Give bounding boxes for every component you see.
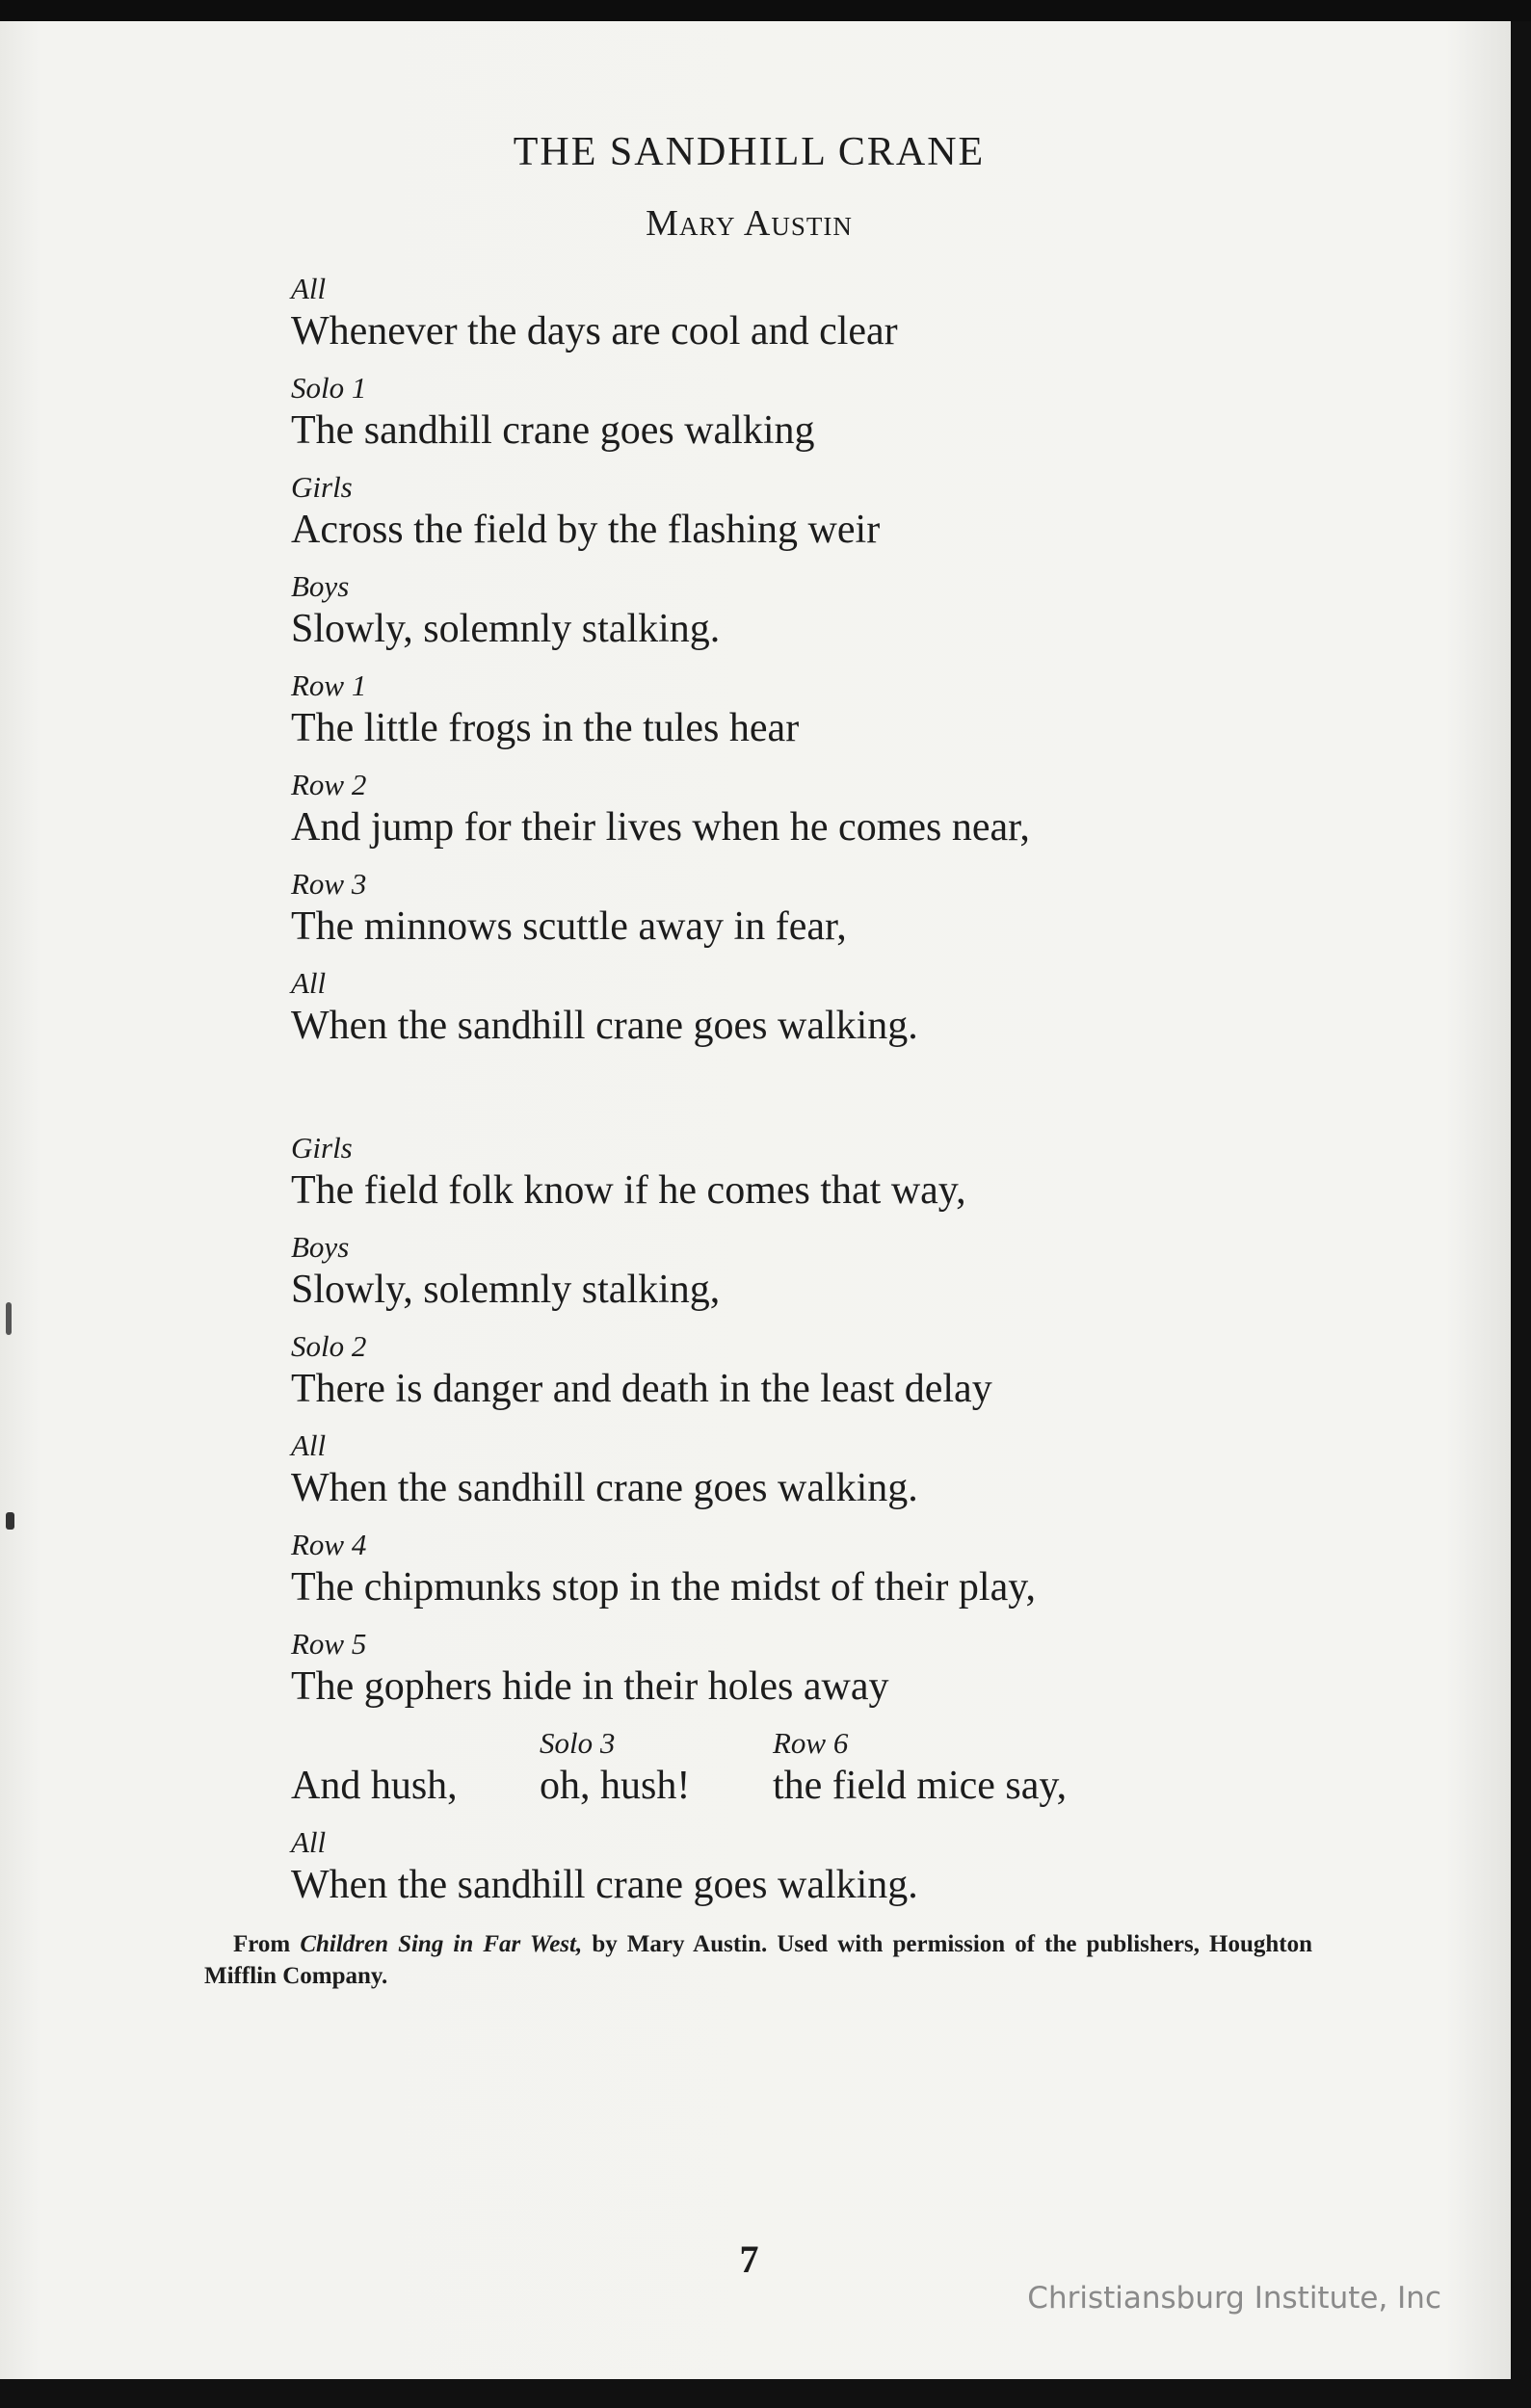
speaker-cue: All — [291, 1428, 327, 1462]
speaker-cue: Row 1 — [291, 668, 367, 702]
verse-fragment: the field mice say, — [773, 1764, 1068, 1808]
verse-line: When the sandhill crane goes walking. — [291, 1004, 918, 1048]
verse-line: The field folk know if he comes that way, — [291, 1168, 966, 1213]
speaker-cue: Boys — [291, 1230, 350, 1264]
verse-line: The sandhill crane goes walking — [291, 408, 815, 453]
verse-line: The chipmunks stop in the midst of their play, — [291, 1565, 1037, 1610]
binding-mark — [6, 1302, 12, 1335]
watermark: Christiansburg Institute, Inc — [1027, 2281, 1441, 2316]
verse-line: The gophers hide in their holes away — [291, 1664, 889, 1709]
footnote-prefix: From — [233, 1931, 301, 1957]
speaker-cue: Solo 3 — [540, 1726, 616, 1760]
stanza-1 — [291, 270, 1030, 1049]
speaker-cue: Girls — [291, 470, 353, 504]
verse-line: And jump for their lives when he comes near, — [291, 805, 1030, 850]
verse-line: Across the field by the flashing weir — [291, 508, 881, 552]
speaker-cue: All — [291, 1825, 327, 1859]
verse-line: When the sandhill crane goes walking. — [291, 1466, 918, 1510]
verse-line: The little frogs in the tules hear — [291, 706, 800, 750]
speaker-cue: Row 5 — [291, 1627, 367, 1661]
verse-line: Whenever the days are cool and clear — [291, 309, 898, 353]
source-footnote — [204, 1928, 1312, 1992]
footnote-book-title: Children Sing in Far West, — [300, 1931, 583, 1957]
poem-author: Mary Austin — [646, 203, 853, 244]
speaker-cue: All — [291, 272, 327, 305]
speaker-cue: Solo 2 — [291, 1329, 367, 1363]
speaker-cue: Solo 1 — [291, 371, 367, 405]
verse-line: The minnows scuttle away in fear, — [291, 904, 847, 949]
verse-line: When the sandhill crane goes walking. — [291, 1863, 918, 1907]
speaker-cue: Row 6 — [773, 1726, 849, 1760]
verse-line: Slowly, solemnly stalking, — [291, 1268, 721, 1312]
binding-mark — [6, 1512, 14, 1530]
verse-fragment: oh, hush! — [540, 1764, 691, 1808]
speaker-cue: Girls — [291, 1131, 353, 1165]
poem-title: THE SANDHILL CRANE — [513, 130, 986, 174]
speaker-cue: Row 4 — [291, 1528, 367, 1561]
verse-line: Slowly, solemnly stalking. — [291, 607, 721, 651]
scan-border — [0, 0, 1531, 21]
speaker-cue: All — [291, 966, 327, 1000]
verse-fragment: And hush, — [291, 1764, 458, 1808]
stanza-2 — [291, 1129, 1067, 1908]
speaker-cue: Boys — [291, 569, 350, 603]
split-verse-line — [291, 1763, 1067, 1809]
verse-line: There is danger and death in the least delay — [291, 1367, 992, 1411]
footnote-credit: by Mary Austin. Used with permission of the publishers, Houghton Mifflin Company. — [204, 1931, 1312, 1989]
speaker-cue: Row 3 — [291, 867, 367, 901]
speaker-cue: Row 2 — [291, 768, 367, 801]
page-number: 7 — [739, 2238, 759, 2281]
split-cue-row — [291, 1724, 1067, 1763]
document-page — [0, 21, 1511, 2379]
